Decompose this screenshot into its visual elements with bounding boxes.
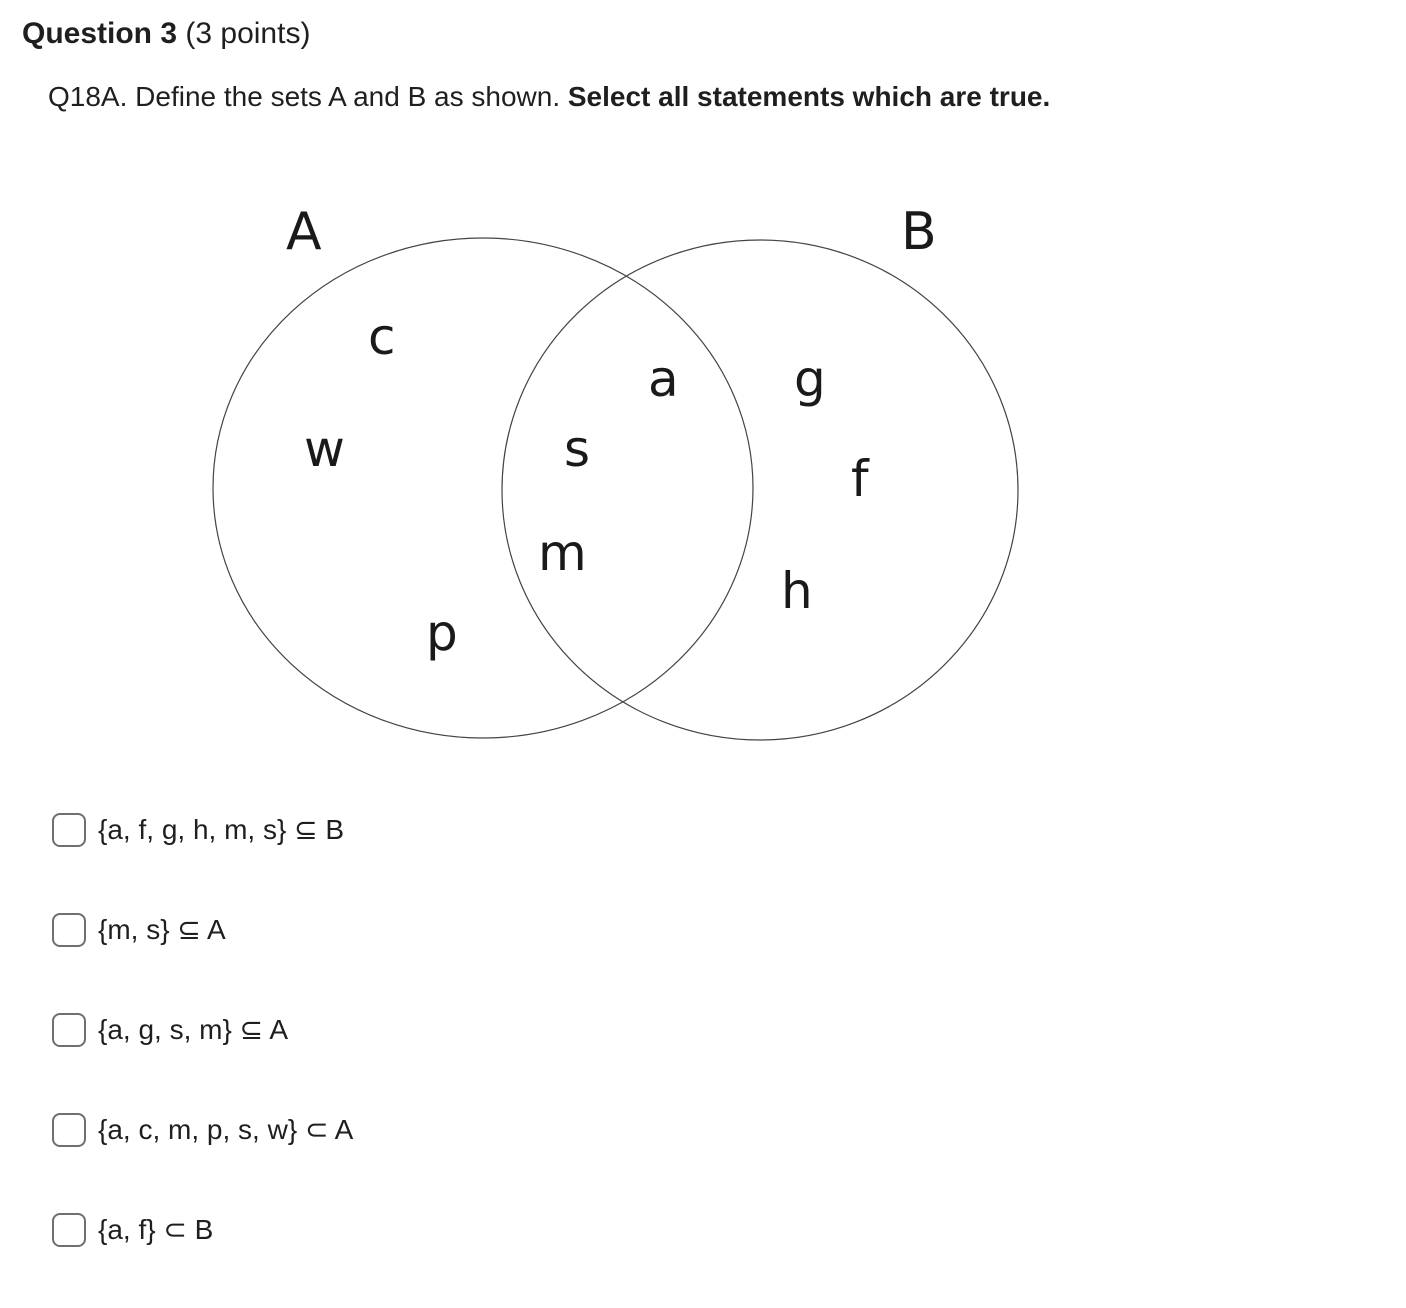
answer-checkbox-4[interactable] — [52, 1113, 86, 1147]
venn-element-s: s — [564, 420, 591, 478]
answer-checkbox-1[interactable] — [52, 813, 86, 847]
venn-element-p: p — [426, 604, 458, 662]
venn-diagram — [190, 190, 1050, 760]
venn-element-w: w — [304, 420, 345, 478]
venn-element-m: m — [538, 524, 587, 582]
set-b-label: B — [901, 202, 937, 262]
answer-option-3[interactable] — [52, 1008, 752, 1052]
answer-checkbox-2[interactable] — [52, 913, 86, 947]
answer-checkbox-3[interactable] — [52, 1013, 86, 1047]
answer-label-3[interactable]: {a, g, s, m} ⊆ A — [98, 1014, 288, 1045]
venn-element-c: c — [368, 308, 396, 366]
question-header — [22, 14, 310, 54]
answer-option-5[interactable] — [52, 1208, 752, 1252]
set-a-circle — [213, 238, 753, 738]
answer-option-1[interactable] — [52, 808, 752, 852]
venn-element-f: f — [851, 450, 869, 508]
prompt-intro: Q18A. Define the sets A and B as shown. — [48, 81, 561, 112]
answer-label-2[interactable]: {m, s} ⊆ A — [98, 914, 226, 945]
answer-label-4[interactable]: {a, c, m, p, s, w} ⊂ A — [98, 1114, 354, 1145]
question-points: (3 points) — [185, 17, 311, 50]
answer-options — [52, 808, 752, 1308]
venn-element-a: a — [648, 350, 679, 408]
set-b-circle — [502, 240, 1018, 740]
answer-option-4[interactable] — [52, 1108, 752, 1152]
answer-label-1[interactable]: {a, f, g, h, m, s} ⊆ B — [98, 814, 345, 845]
answer-checkbox-5[interactable] — [52, 1213, 86, 1247]
question-title: Question 3 — [22, 17, 178, 50]
answer-option-2[interactable] — [52, 908, 752, 952]
prompt-instruction: Select all statements which are true. — [567, 81, 1051, 112]
answer-label-5[interactable]: {a, f} ⊂ B — [98, 1214, 214, 1245]
venn-element-g: g — [794, 350, 826, 408]
set-a-label: A — [286, 202, 322, 262]
venn-element-h: h — [781, 562, 813, 620]
question-prompt — [48, 78, 1050, 116]
